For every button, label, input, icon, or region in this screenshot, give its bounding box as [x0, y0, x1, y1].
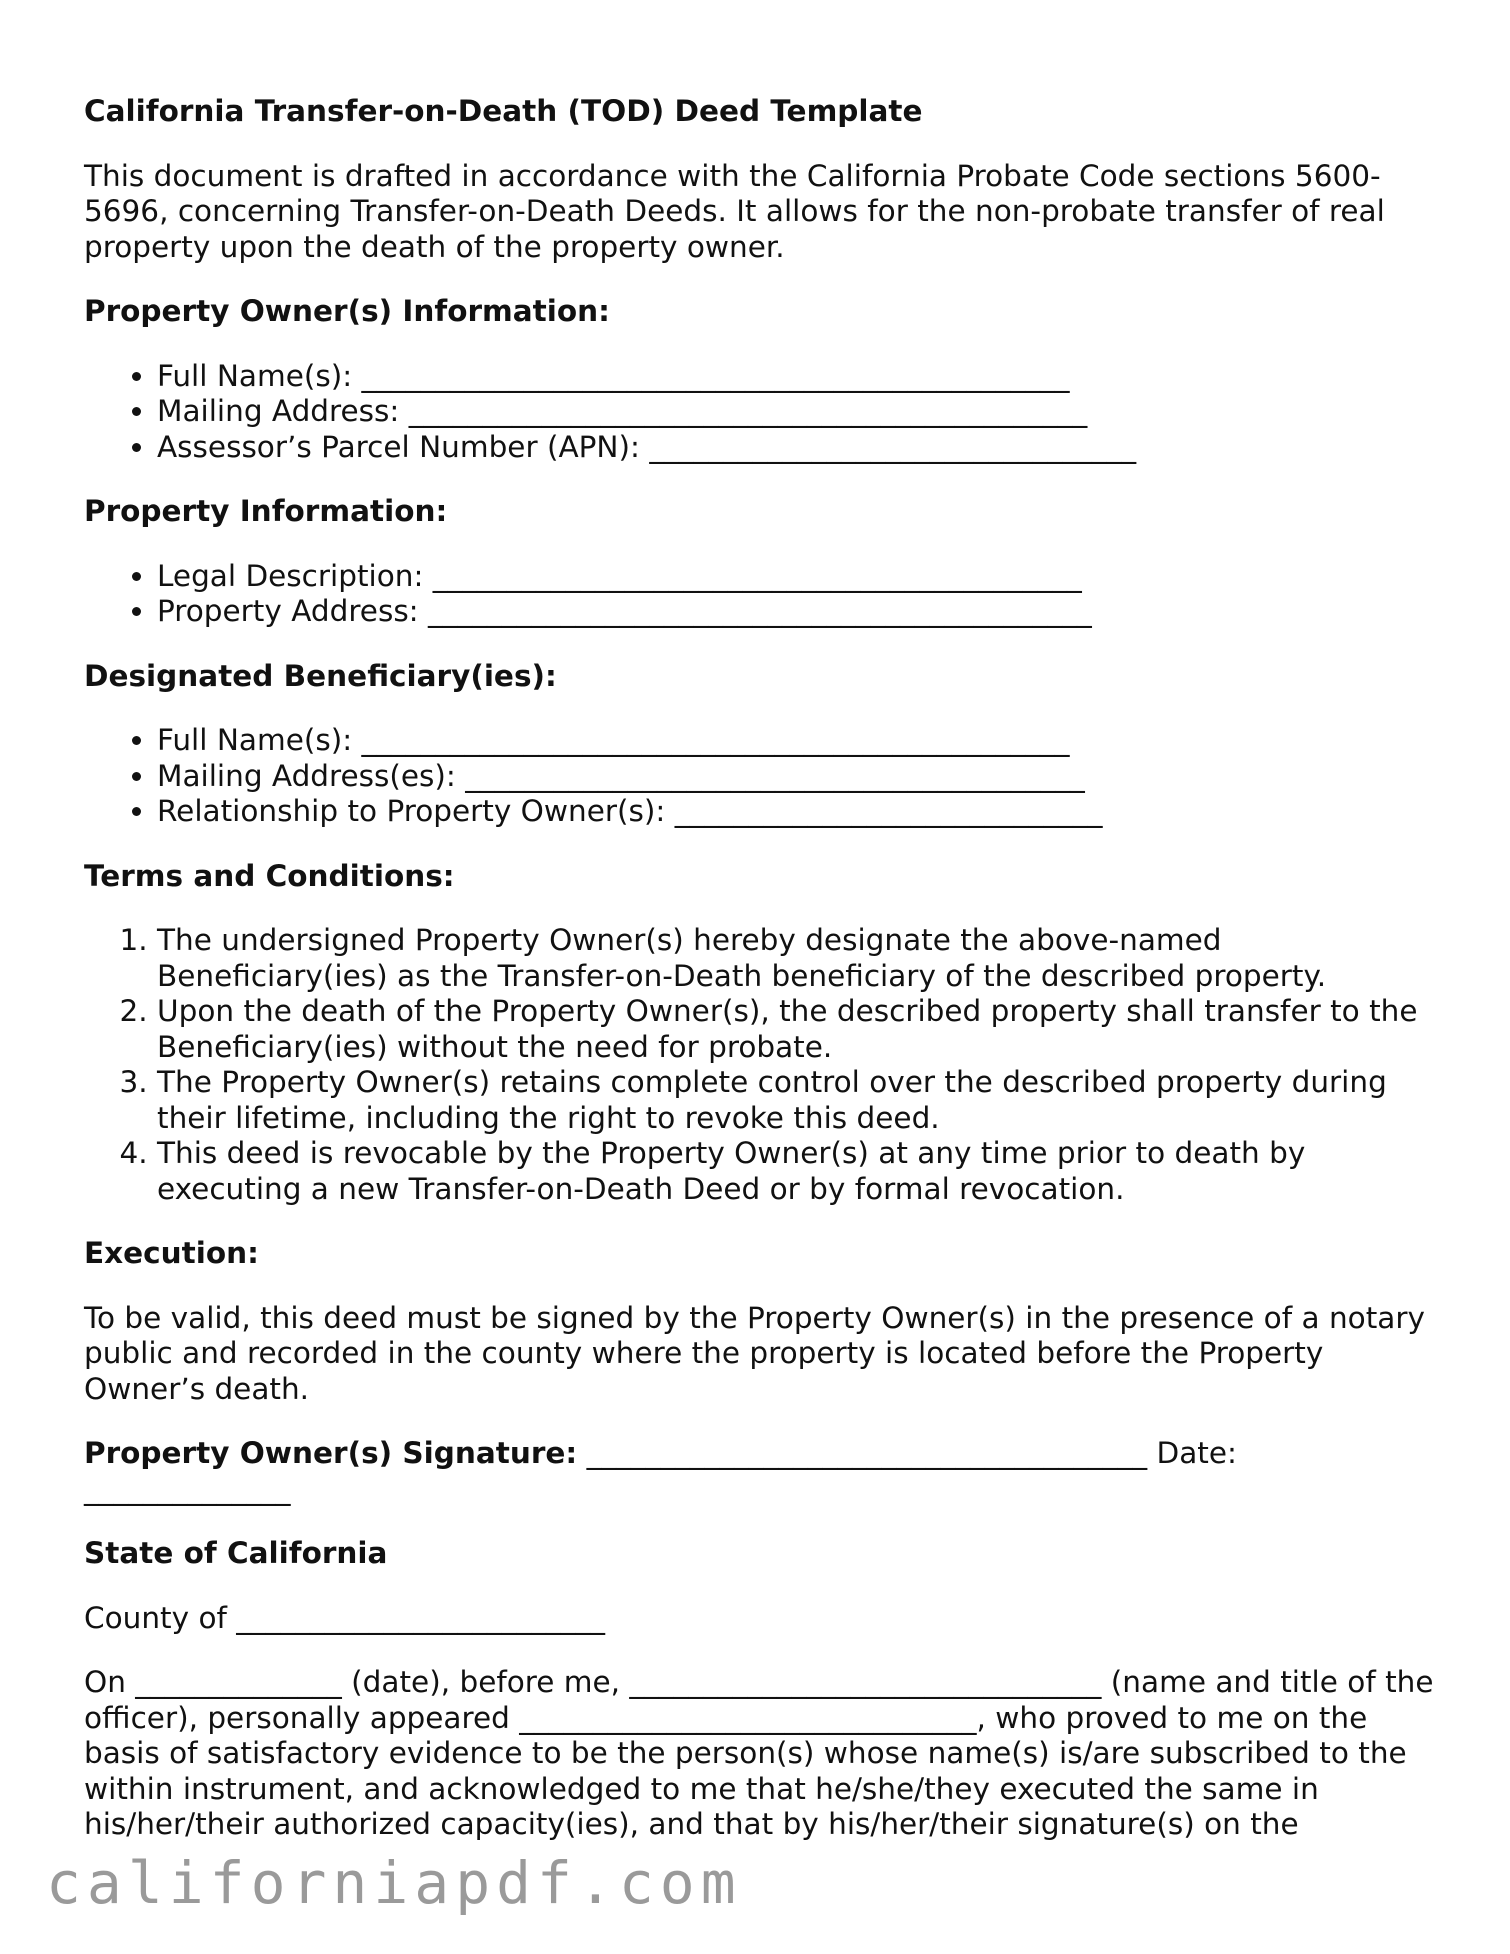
list-item: • Property Address: _____________________________________________ — [157, 594, 1440, 630]
terms-section-heading: Terms and Conditions: — [84, 858, 455, 893]
list-item: • Full Name(s): ________________________________________________ — [157, 723, 1440, 759]
list-item: • Assessor’s Parcel Number (APN): _________________________________ — [157, 430, 1440, 466]
execution-section-heading: Execution: — [84, 1236, 259, 1270]
signature-blank: ______________________________________ Date: ______________ — [84, 1436, 1237, 1506]
term-item: 4. This deed is revocable by the Property Owner(s) at any time prior to death by executing a new Transfer-on-Death Deed or by formal revocation. — [157, 1136, 1440, 1207]
signature-label: Property Owner(s) Signature: — [84, 1436, 578, 1470]
list-item: • Mailing Address: ______________________________________________ — [157, 394, 1440, 430]
signature-line — [84, 1436, 1440, 1507]
document-page — [84, 94, 1440, 1843]
county-line: County of _________________________ — [84, 1600, 606, 1635]
list-item: • Legal Description: ____________________________________________ — [157, 559, 1440, 595]
state-heading: State of California — [84, 1536, 388, 1570]
terms-list — [84, 923, 1440, 1207]
property-info-list — [84, 559, 1440, 630]
list-item: • Full Name(s): ________________________________________________ — [157, 359, 1440, 395]
term-item: 1. The undersigned Property Owner(s) hereby designate the above-named Beneficiary(ies) as the Transfer-on-Death beneficiary of the described property. — [157, 923, 1440, 994]
owner-info-list — [84, 359, 1440, 466]
beneficiary-section-heading: Designated Beneficiary(ies): — [84, 658, 557, 693]
watermark-logo: californiapdf.com — [46, 1849, 742, 1917]
term-item: 3. The Property Owner(s) retains complete control over the described property during their lifetime, including the right to revoke this deed. — [157, 1065, 1440, 1136]
notary-paragraph: On ______________ (date), before me, ________________________________ (name and title of the officer), personally appeared _______________________________, who proved to me on the basis of satisfactory evidence to be the person(s) whose name(s) is/are subscribed to the within instrument, and acknowledged to me that he/she/they executed the same in his/her/their authorized capacity(ies), and that by his/her/their signature(s) on the — [84, 1665, 1434, 1841]
property-section-heading: Property Information: — [84, 494, 448, 528]
intro-paragraph: This document is drafted in accordance with the California Probate Code sections 5600-5696, concerning Transfer-on-Death Deeds. It allows for the non-probate transfer of real property upon the death of the property owner. — [84, 158, 1385, 264]
owner-section-heading: Property Owner(s) Information: — [84, 294, 610, 328]
beneficiary-info-list — [84, 723, 1440, 830]
term-item: 2. Upon the death of the Property Owner(s), the described property shall transfer to the Beneficiary(ies) without the need for probate. — [157, 994, 1440, 1065]
execution-paragraph: To be valid, this deed must be signed by the Property Owner(s) in the presence of a notary public and recorded in the county where the property is located before the Property Owner’s death. — [84, 1300, 1425, 1406]
document-title: California Transfer-on-Death (TOD) Deed Template — [84, 94, 923, 128]
list-item: • Mailing Address(es): __________________________________________ — [157, 759, 1440, 795]
list-item: • Relationship to Property Owner(s): _____________________________ — [157, 794, 1440, 830]
